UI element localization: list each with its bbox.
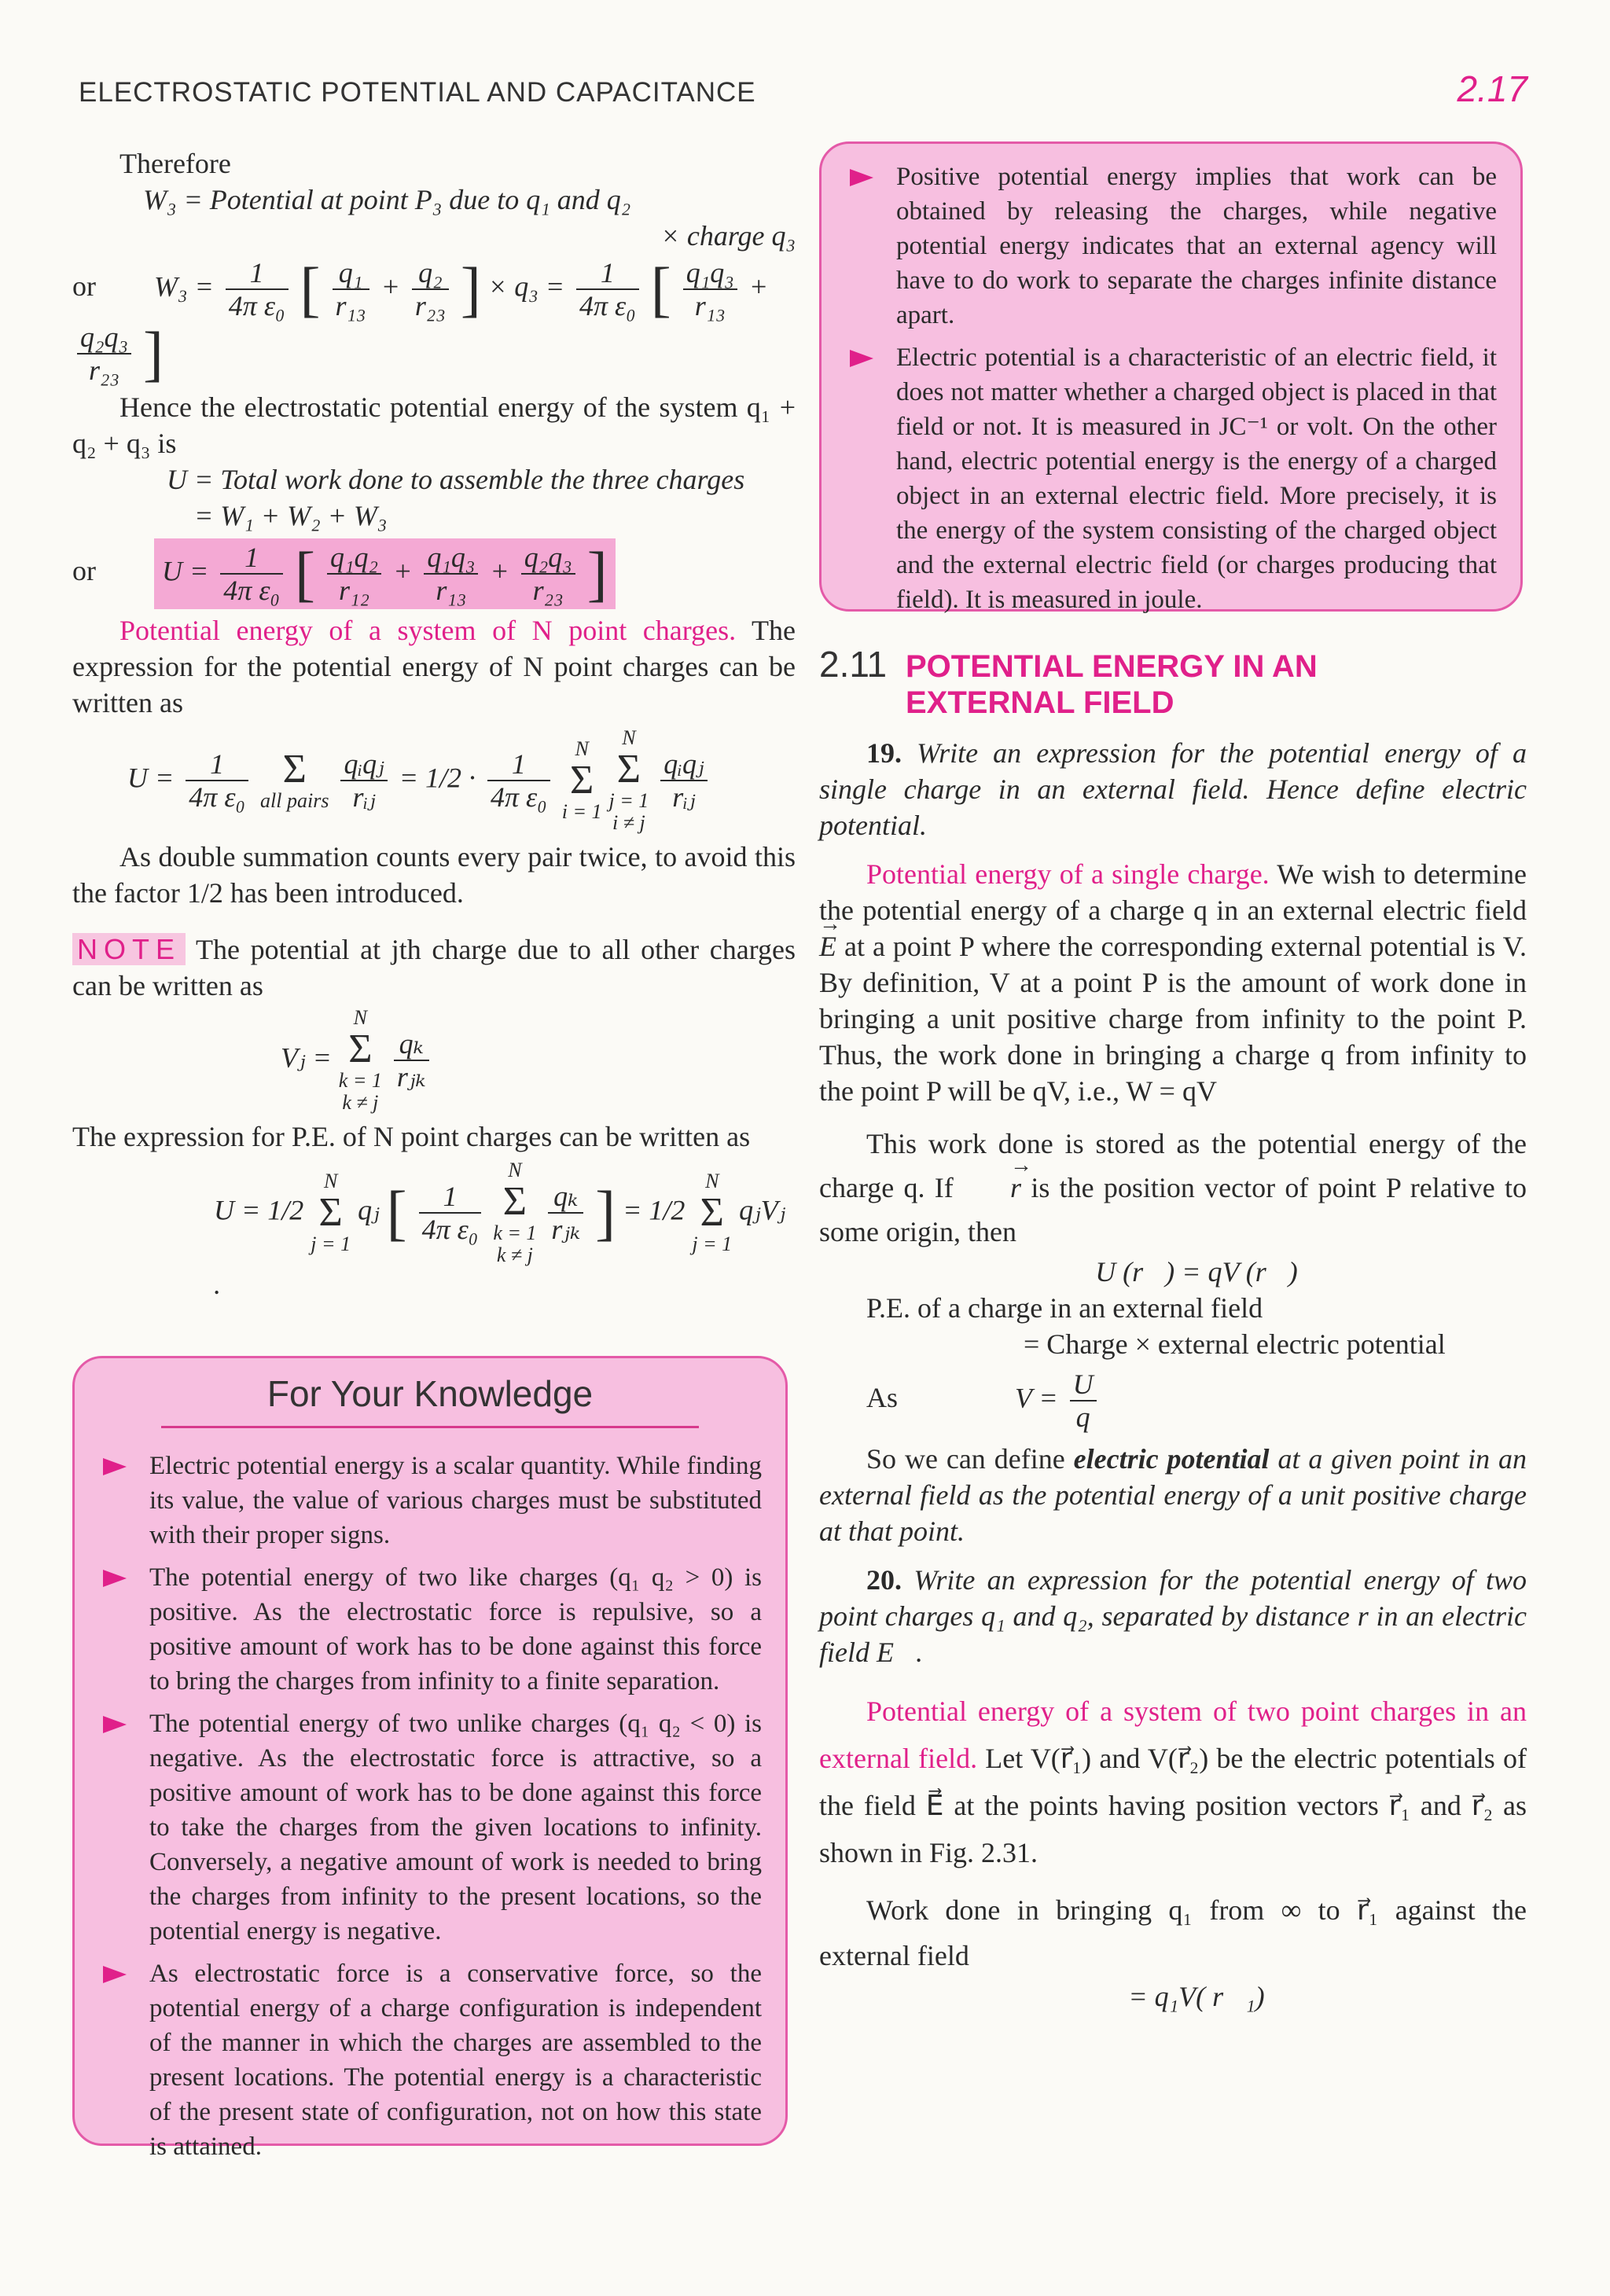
w3-definition-cont: × charge q₃ [660,220,796,252]
summary-box [819,141,1523,612]
define-text-b: at a given point in an external field as the potential energy of a unit positive charge at that point. [819,1443,1527,1547]
arrow-bullet-icon [103,1966,127,1983]
frac-den: r₂₃ [414,290,446,321]
arrow-bullet-icon [103,1716,127,1733]
vj-equation: Vⱼ = N Σ k = 1 k ≠ j $\frac{\text{qₖ}}{\text{rⱼₖ}}$ [72,1007,796,1114]
v-lhs: V = [1015,1382,1058,1414]
summary-item [845,340,1497,617]
arrow-bullet-icon [850,350,873,367]
knowledge-item [98,1956,762,2164]
summary-item-text: Electric potential is a characteristic of an electric field, it does not matter whether a charged object is placed in that field or not. It is measured in JC⁻¹ or volt. On the other hand, electric potential energy is the energy of a charged object in an external electric field. More precisely, it is the energy of the system consisting of the charged object and the external electric field (or charges producing that field). It is measured in joule. [896,343,1497,614]
sum-subscript: i = 1 [561,800,602,823]
section-heading [819,643,1318,721]
running-title: ELECTROSTATIC POTENTIAL AND CAPACITANCE [79,77,756,108]
stored-paragraph [819,1122,1527,1254]
sum-subscript: k = 1 [338,1069,382,1092]
question-text: Write an expression for the potential energy of two point charges q₁ and q₂, separated by distance r in an electric field E⃗. [819,1564,1527,1668]
hence-text: Hence the electrostatic potential energy of the system q₁ + q₂ + q₃ is [72,391,796,459]
qj-term: qⱼ [358,1194,380,1226]
frac-num: qᵢqⱼ [660,748,707,781]
knowledge-item [98,1706,762,1949]
w3-lhs: W₃ = [154,270,214,303]
frac-den: 4π ε₀ [223,575,281,606]
pe-two-heading: Potential energy of a system of two point charges in an external field. [819,1695,1527,1774]
double-summation-text: As double summation counts every pair twice, to avoid this the factor 1/2 has been introduced. [72,841,796,909]
pe-n-paragraph [72,612,796,721]
work-done-text: Work done in bringing q₁ from ∞ to r⃗₁ against the external field [819,1894,1527,1971]
as-label: As [866,1382,899,1414]
half-factor: = 1/2 · [399,762,476,794]
u-final-equation: U = 1/2 N Σ j = 1 qⱼ [ $\frac{1}{\text{4π ε₀}}$ N Σ k = 1 k ≠ j $\frac{\text{qₖ}}{\text{rⱼₖ}}$ ] = 1/2 N Σ j = 1 qⱼVⱼ . [214,1159,786,1300]
frac-den: r₂₃ [88,355,120,386]
page-number: 2.17 [1457,68,1527,109]
plus-sign: + [380,270,400,303]
pe-two-text: Let V(r⃗₁) and V(r⃗₂) be the electric potentials of the field E⃗ at the points having position vectors r⃗₁ and r⃗₂ as shown in Fig. 2.31. [819,1743,1527,1868]
frac-num: U [1070,1368,1097,1401]
pe-single-heading: Potential energy of a single charge. [866,858,1270,890]
qjvj-term: qⱼVⱼ . [214,1194,786,1300]
u-lhs: U = [127,762,175,794]
frac-num: 1 [226,257,289,290]
knowledge-title: For Your Knowledge [266,1373,594,1414]
position-vector: → r [963,1166,1021,1210]
sum-subscript: j = 1 [311,1232,351,1255]
sum-subscript: k = 1 [493,1221,537,1244]
frac-num: 1 [419,1181,482,1214]
frac-den: 4π ε₀ [228,290,285,321]
sum-subscript: all pairs [260,789,329,812]
knowledge-item-text: As electrostatic force is a conservative force, so the potential energy of a charge configuration is independent of the manner in which the charges are assembled to the present locations. The potential energy is a characteristic of the present state of configuration, not on how this state is attained. [149,1960,762,2161]
arrow-bullet-icon [103,1570,127,1587]
pe-single-text-b: at a point P where the corresponding external potential is V. By definition, V at a point P is the amount of work done in bringing a unit positive charge from infinity to the point P. Thus, the work done in bringing a charge q from infinity to the point P will be qV, i.e., W = qV [819,931,1527,1107]
sum-condition: k ≠ j [342,1091,379,1114]
pe-external-line1: P.E. of a charge in an external field [866,1292,1263,1324]
right-column [819,735,1527,2015]
knowledge-item-text: The potential energy of two like charges (q₁ q₂ > 0) is positive. As the electrostatic force is repulsive, so a positive amount of work has to be done against this force to bring the charges from infinity to a finite separation. [149,1563,762,1695]
frac-den: rⱼₖ [396,1061,426,1093]
w3-equation: or W₃ = $\frac{1}{\text{4π ε₀}}$ [ $\frac{\text{q₁}}{\text{r₁₃}}$ + $\frac{\text{q₂}}{\text{r₂₃}}$ ] × q₃ = $\frac{1}{\text{4π ε₀}}$ [ $\frac{\text{q₁q₃}}{\text{r₁₃}}$ + $\frac{\text{q₂q₃}}{\text{r₂₃}}$ ] [72,255,769,388]
u-lhs: U = [162,555,209,587]
section-title-line1: POTENTIAL ENERGY IN AN [906,649,1318,684]
frac-num: qₖ [548,1181,583,1214]
u-final-lhs: U = 1/2 [214,1194,304,1226]
frac-den: rᵢⱼ [352,781,376,813]
field-vector: → E [819,928,836,964]
pe-two-paragraph [819,1688,1527,1876]
left-column [72,145,796,1306]
frac-den: 4π ε₀ [421,1214,479,1245]
pe-single-paragraph [819,856,1527,1109]
u-sum-text: = W₁ + W₂ + W₃ [194,500,388,531]
question-number: 19. [866,737,902,769]
summary-list [845,160,1497,617]
u-r-equation: U (r⃗) = qV (r⃗) [1095,1256,1298,1288]
question-number: 20. [866,1564,902,1596]
pe-external-line2: = Charge × external electric potential [1024,1328,1446,1360]
or-label: or [72,270,96,303]
frac-den: rⱼₖ [551,1214,581,1245]
pe-single-text-a: We wish to determine the potential energy of a charge q in an external electric field [819,858,1527,926]
frac-den: r₂₃ [532,575,564,606]
note-paragraph [72,931,796,1004]
plus-sign: + [748,270,769,303]
frac-den: 4π ε₀ [490,781,547,813]
define-text-a: So we can define [866,1443,1065,1475]
frac-den: rᵢⱼ [672,781,696,813]
sum-superscript: N [508,1159,522,1181]
sum-superscript: N [324,1170,338,1192]
highlighted-formula: U = $\frac{1}{\text{4π ε₀}}$ [ $\frac{\text{q₁q₂}}{\text{r₁₂}}$ + $\frac{\text{q₁q₃}}{\text{r₁₃}}$ + $\frac{\text{q₂q₃}}{\text{r₂₃}}$ ] [154,538,616,609]
plus-sign: + [393,555,413,587]
stored-text-a: This work done is stored as the potential energy of the charge q. If [819,1128,1527,1203]
sum-superscript: N [353,1006,368,1029]
frac-den: 4π ε₀ [189,781,246,813]
sum-superscript: N [622,726,636,749]
frac-den: r₁₂ [339,575,370,606]
frac-num: q₂ [412,257,449,290]
frac-den: r₁₃ [335,290,366,321]
arrow-bullet-icon [103,1458,127,1475]
u-final-rhs: = 1/2 [623,1194,686,1226]
section-number: 2.11 [819,644,888,685]
sum-subscript: j = 1 [608,789,649,812]
question-text: Write an expression for the potential energy of a single charge in an external field. Hence define electric potential. [819,737,1527,841]
pe-n-heading: Potential energy of a system of N point charges. [119,615,737,646]
u-total-text: U = Total work done to assemble the three charges [167,464,745,495]
frac-num: q₁q₂ [327,542,381,575]
frac-num: q₁q₃ [683,257,737,290]
therefore-text: Therefore [119,148,231,179]
sum-subscript: j = 1 [692,1232,733,1255]
frac-num: q₂q₃ [521,542,575,575]
knowledge-item [98,1560,762,1699]
sum-condition: k ≠ j [496,1244,533,1266]
frac-num: 1 [487,748,550,781]
or-label: or [72,555,96,587]
knowledge-item-text: The potential energy of two unlike charges (q₁ q₂ < 0) is negative. As the electrostatic force is attractive, so a positive amount of work has to be done against this force to take the charges from the given locations to infinity. Conversely, a negative amount of work is needed to bring the charges from infinity to the present locations, so the potential energy is negative. [149,1710,762,1945]
summary-item [845,160,1497,332]
question-19 [819,735,1527,843]
define-potential-paragraph [819,1441,1527,1549]
times-q3: × q₃ = [487,270,565,303]
frac-den: q [1075,1401,1090,1433]
v-equation [819,1368,1527,1433]
section-title-line2: EXTERNAL FIELD [906,685,1174,720]
pe-n-text: The expression for the potential energy of N point charges can be written as [72,615,796,718]
question-20 [819,1562,1527,1670]
note-tag: NOTE [72,933,186,965]
expr-pe-text: The expression for P.E. of N point charges can be written as [72,1121,751,1152]
frac-den: r₁₃ [436,575,467,606]
knowledge-item [98,1449,762,1552]
work-done-equation: = q₁V( r⃗₁) [1128,1981,1265,2012]
knowledge-divider [161,1426,699,1428]
frac-num: 1 [576,257,639,290]
frac-num: q₁q₃ [424,542,478,575]
knowledge-box [72,1356,788,2161]
frac-den: 4π ε₀ [579,290,636,321]
w3-definition: W₃ = Potential at point P₃ due to q₁ and q₂ [143,184,631,215]
frac-num: q₁ [333,257,369,290]
knowledge-item-text: Electric potential energy is a scalar quantity. While finding its value, the value of various charges must be substituted with their proper signs. [149,1452,762,1549]
sum-superscript: N [705,1170,719,1192]
summary-item-text: Positive potential energy implies that work can be obtained by releasing the charges, while negative potential energy indicates that an external agency will have to do work to separate the charges infinite distance apart. [896,163,1497,329]
sum-superscript: N [575,737,589,760]
frac-num: qᵢqⱼ [340,748,387,781]
sum-condition: i ≠ j [612,811,645,834]
u-three-charge-equation [72,538,796,609]
stored-text-b: is the position vector of point P relative to some origin, then [819,1172,1527,1247]
plus-sign: + [490,555,509,587]
electric-potential-term: electric potential [1073,1443,1270,1475]
frac-num: 1 [220,542,283,575]
knowledge-list [98,1449,762,2164]
arrow-bullet-icon [850,169,873,186]
frac-num: q₂q₃ [77,321,131,355]
frac-num: 1 [186,748,248,781]
frac-den: r₁₃ [694,290,726,321]
u-n-equation: U = $\frac{1}{\text{4π ε₀}}$ Σ all pairs $\frac{\text{qᵢqⱼ}}{\text{rᵢⱼ}}$ = 1/2 · $\frac{1}{\text{4π ε₀}}$ N Σ i = 1 N Σ j = 1 i ≠ j $\frac{\text{qᵢqⱼ}}{\text{rᵢⱼ}}$ [72,727,796,834]
vj-lhs: Vⱼ = [281,1041,332,1074]
frac-num: qₖ [394,1028,429,1061]
note-text: The potential at jth charge due to all other charges can be written as [72,934,796,1001]
